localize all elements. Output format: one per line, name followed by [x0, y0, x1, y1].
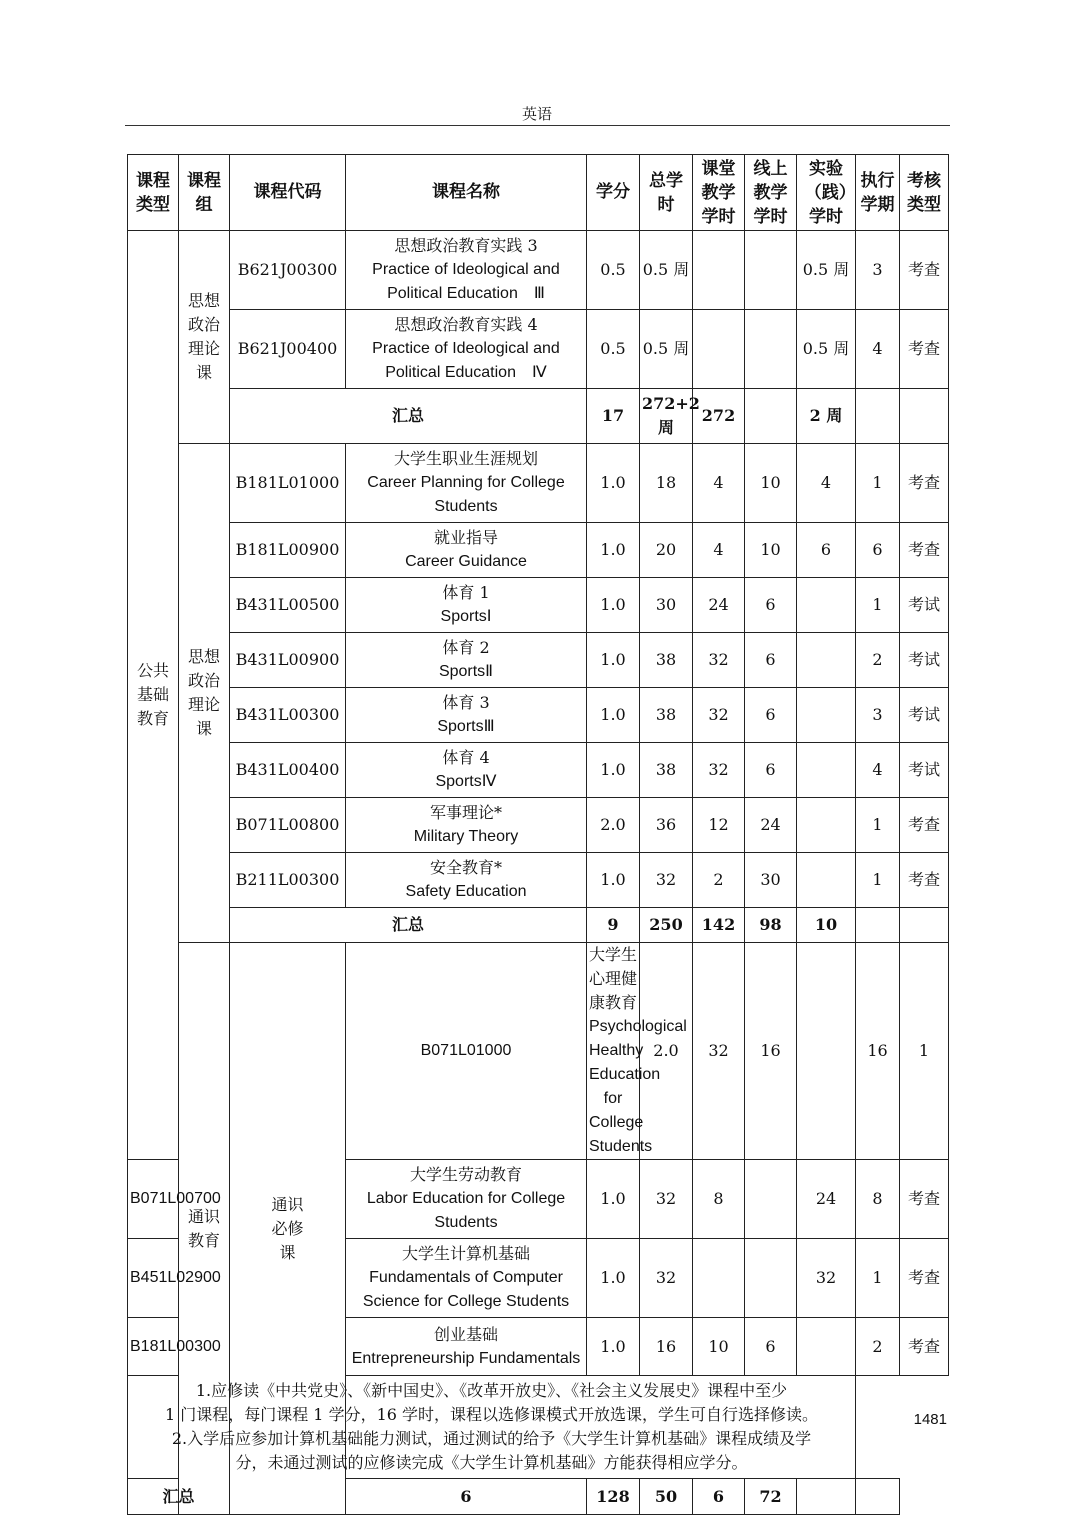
subtotal-term: [797, 1479, 856, 1515]
header-class-hours: 课堂教学学时: [693, 155, 745, 231]
lab-hours: [797, 1318, 856, 1376]
subtotal-lab-hours: 72: [745, 1479, 797, 1515]
lab-hours: [797, 633, 856, 688]
class-hours: 4: [693, 523, 745, 578]
lab-hours: [797, 798, 856, 853]
class-hours: 10: [693, 1318, 745, 1376]
online-hours: 30: [745, 853, 797, 908]
term: 6: [856, 523, 900, 578]
course-code: B071L01000: [346, 943, 587, 1160]
class-hours: 32: [693, 633, 745, 688]
header-course-name: 课程名称: [346, 155, 587, 231]
total-hours: 30: [640, 578, 693, 633]
credit: 1.0: [587, 444, 640, 523]
total-hours: 32: [640, 1160, 693, 1239]
header-online-hours: 线上教学学时: [745, 155, 797, 231]
course-name: 大学生心理健康教育 Psychological Healthy Education for College Students: [587, 943, 640, 1160]
total-hours: 0.5 周: [640, 231, 693, 310]
credit: 0.5: [587, 310, 640, 389]
course-name: 思想政治教育实践 4 Practice of Ideological and Political Education Ⅳ: [346, 310, 587, 389]
table-row: [128, 633, 949, 688]
credit: 1.0: [587, 1239, 640, 1318]
term: 4: [856, 310, 900, 389]
online-hours: [745, 1239, 797, 1318]
total-hours: 38: [640, 633, 693, 688]
subtotal-exam-type: [856, 1479, 900, 1515]
term: 3: [856, 231, 900, 310]
total-hours: 38: [640, 688, 693, 743]
credit: 1.0: [587, 688, 640, 743]
online-hours: [745, 231, 797, 310]
credit: 0.5: [587, 231, 640, 310]
online-hours: 6: [745, 688, 797, 743]
exam-type: 考查: [900, 444, 949, 523]
table-row: [128, 853, 949, 908]
course-name: 思想政治教育实践 3 Practice of Ideological and Political Education Ⅲ: [346, 231, 587, 310]
exam-type: 考试: [900, 633, 949, 688]
subtotal-credit: 6: [346, 1479, 587, 1515]
term: 3: [856, 688, 900, 743]
total-hours: 20: [640, 523, 693, 578]
class-hours: 2: [693, 853, 745, 908]
subtotal-label: 汇总: [230, 908, 587, 943]
online-hours: 24: [745, 798, 797, 853]
header-divider: [125, 125, 950, 126]
subtotal-class-hours: 272: [693, 389, 745, 444]
subtotal-label: 汇总: [128, 1479, 230, 1515]
course-code: B181L00300: [128, 1318, 179, 1376]
notes-cell: [128, 1376, 856, 1479]
curriculum-table: [127, 154, 949, 1515]
course-group-2: 思想政治理论课: [179, 444, 230, 943]
table-row: [128, 798, 949, 853]
credit: 1.0: [587, 743, 640, 798]
exam-type: 考查: [900, 310, 949, 389]
credit: 1.0: [587, 853, 640, 908]
term: 1: [856, 853, 900, 908]
online-hours: [745, 1160, 797, 1239]
exam-type: 考查: [900, 231, 949, 310]
table-row: [128, 523, 949, 578]
exam-type: 考查: [900, 798, 949, 853]
class-hours: 8: [693, 1160, 745, 1239]
header-course-group: 课程组: [179, 155, 230, 231]
lab-hours: [797, 853, 856, 908]
subtotal-term: [856, 389, 900, 444]
lab-hours: [797, 688, 856, 743]
lab-hours: [797, 743, 856, 798]
online-hours: 6: [745, 633, 797, 688]
lab-hours: 0.5 周: [797, 231, 856, 310]
exam-type: 考查: [900, 1160, 949, 1239]
course-code: B621J00300: [230, 231, 346, 310]
online-hours: 6: [745, 743, 797, 798]
lab-hours: 24: [797, 1160, 856, 1239]
term: 2: [856, 1318, 900, 1376]
course-code: B071L00700: [128, 1160, 179, 1239]
course-type-public: 公共基础教育: [128, 231, 179, 1160]
course-code: B431L00300: [230, 688, 346, 743]
exam-type: 考查: [900, 853, 949, 908]
table-row: [128, 310, 949, 389]
class-hours: 32: [693, 688, 745, 743]
class-hours: 24: [693, 578, 745, 633]
subtotal-total-hours: 272+2 周: [640, 389, 693, 444]
subtotal-total-hours: 128: [587, 1479, 640, 1515]
subtotal-row: [128, 908, 949, 943]
online-hours: 10: [745, 444, 797, 523]
class-hours: 32: [693, 743, 745, 798]
term: 1: [856, 578, 900, 633]
total-hours: 32: [640, 853, 693, 908]
credit: 1.0: [587, 1318, 640, 1376]
course-code: B451L02900: [128, 1239, 179, 1318]
subtotal-online-hours: [745, 389, 797, 444]
course-code: B431L00500: [230, 578, 346, 633]
online-hours: [797, 943, 856, 1160]
exam-type: 考查: [900, 523, 949, 578]
page-number: 1481: [913, 1411, 947, 1428]
class-hours: 16: [745, 943, 797, 1160]
course-name: 就业指导 Career Guidance: [346, 523, 587, 578]
total-hours: 36: [640, 798, 693, 853]
total-hours: 32: [640, 1239, 693, 1318]
course-type-general: 通识教育: [179, 943, 230, 1515]
subtotal-lab-hours: 10: [797, 908, 856, 943]
term: 1: [856, 798, 900, 853]
course-name: 大学生计算机基础 Fundamentals of Computer Science for College Students: [346, 1239, 587, 1318]
page-header-title: 英语: [521, 105, 552, 123]
lab-hours: 0.5 周: [797, 310, 856, 389]
subtotal-online-hours: 98: [745, 908, 797, 943]
course-code: B431L00900: [230, 633, 346, 688]
exam-type: 考查: [900, 1239, 949, 1318]
table-row: [128, 943, 949, 1160]
class-hours: [693, 1239, 745, 1318]
header-total-hours: 总学时: [640, 155, 693, 231]
subtotal-online-hours: 6: [693, 1479, 745, 1515]
notes-row: [128, 1376, 949, 1479]
lab-hours: 32: [797, 1239, 856, 1318]
term: 1: [856, 1239, 900, 1318]
subtotal-label: 汇总: [230, 389, 587, 444]
online-hours: [745, 310, 797, 389]
subtotal-credit: 17: [587, 389, 640, 444]
table-row: [128, 444, 949, 523]
subtotal-row: [128, 389, 949, 444]
note-line: 分，未通过测试的应修读完成《大学生计算机基础》方能获得相应学分。: [235, 1453, 748, 1472]
table-row: [128, 231, 949, 310]
subtotal-exam-type: [900, 908, 949, 943]
credit: 1.0: [587, 1160, 640, 1239]
class-hours: [693, 231, 745, 310]
course-name: 体育 1 SportsⅠ: [346, 578, 587, 633]
credit: 1.0: [587, 578, 640, 633]
credit: 2.0: [587, 798, 640, 853]
course-name: 军事理论* Military Theory: [346, 798, 587, 853]
total-hours: 16: [640, 1318, 693, 1376]
class-hours: [693, 310, 745, 389]
subtotal-exam-type: [900, 389, 949, 444]
header-exam-type: 考核类型: [900, 155, 949, 231]
course-name: 大学生劳动教育 Labor Education for College Students: [346, 1160, 587, 1239]
subtotal-class-hours: 142: [693, 908, 745, 943]
course-name: 大学生职业生涯规划 Career Planning for College Students: [346, 444, 587, 523]
online-hours: 6: [745, 1318, 797, 1376]
term: 1: [856, 444, 900, 523]
term: 4: [856, 743, 900, 798]
exam-type: 考试: [900, 578, 949, 633]
total-hours: 0.5 周: [640, 310, 693, 389]
note-line: 2.入学后应参加计算机基础能力测试，通过测试的给予《大学生计算机基础》课程成绩及学: [171, 1429, 812, 1448]
credit: 2.0: [640, 943, 693, 1160]
term: 8: [856, 1160, 900, 1239]
subtotal-credit: 9: [587, 908, 640, 943]
lab-hours: 4: [797, 444, 856, 523]
note-line: 1 门课程，每门课程 1 学分，16 学时，课程以选修课模式开放选课，学生可自行选择修读。: [164, 1405, 819, 1424]
table-row: [128, 578, 949, 633]
subtotal-class-hours: 50: [640, 1479, 693, 1515]
header-course-type: 课程类型: [128, 155, 179, 231]
course-name: 体育 2 SportsⅡ: [346, 633, 587, 688]
course-code: B211L00300: [230, 853, 346, 908]
online-hours: 10: [745, 523, 797, 578]
subtotal-term: [856, 908, 900, 943]
table-row: [128, 743, 949, 798]
subtotal-lab-hours: 2 周: [797, 389, 856, 444]
course-code: B621J00400: [230, 310, 346, 389]
term: 1: [900, 943, 949, 1160]
course-group-1: 思想政治理论课: [179, 231, 230, 444]
total-hours: 18: [640, 444, 693, 523]
exam-type: 考试: [900, 688, 949, 743]
header-term: 执行学期: [856, 155, 900, 231]
class-hours: 4: [693, 444, 745, 523]
course-name: 安全教育* Safety Education: [346, 853, 587, 908]
total-hours: 32: [693, 943, 745, 1160]
header-lab-hours: 实验（践）学时: [797, 155, 856, 231]
note-line: 1.应修读《中共党史》、《新中国史》、《改革开放史》、《社会主义发展史》课程中至少: [195, 1381, 788, 1400]
course-name: 体育 3 SportsⅢ: [346, 688, 587, 743]
total-hours: 38: [640, 743, 693, 798]
class-hours: 12: [693, 798, 745, 853]
credit: 1.0: [587, 633, 640, 688]
course-code: B071L00800: [230, 798, 346, 853]
course-code: B181L00900: [230, 523, 346, 578]
credit: 1.0: [587, 523, 640, 578]
subtotal-total-hours: 250: [640, 908, 693, 943]
lab-hours: 6: [797, 523, 856, 578]
course-name: 创业基础 Entrepreneurship Fundamentals: [346, 1318, 587, 1376]
lab-hours: [797, 578, 856, 633]
exam-type: 考查: [900, 1318, 949, 1376]
course-name: 体育 4 SportsⅣ: [346, 743, 587, 798]
online-hours: 6: [745, 578, 797, 633]
term: 2: [856, 633, 900, 688]
header-credit: 学分: [587, 155, 640, 231]
table-header-row: [128, 155, 949, 231]
course-code: B181L01000: [230, 444, 346, 523]
table-row: [128, 688, 949, 743]
exam-type: 考试: [900, 743, 949, 798]
course-code: B431L00400: [230, 743, 346, 798]
course-group-3: 通识必修课: [230, 943, 346, 1515]
lab-hours: 16: [856, 943, 900, 1160]
header-course-code: 课程代码: [230, 155, 346, 231]
